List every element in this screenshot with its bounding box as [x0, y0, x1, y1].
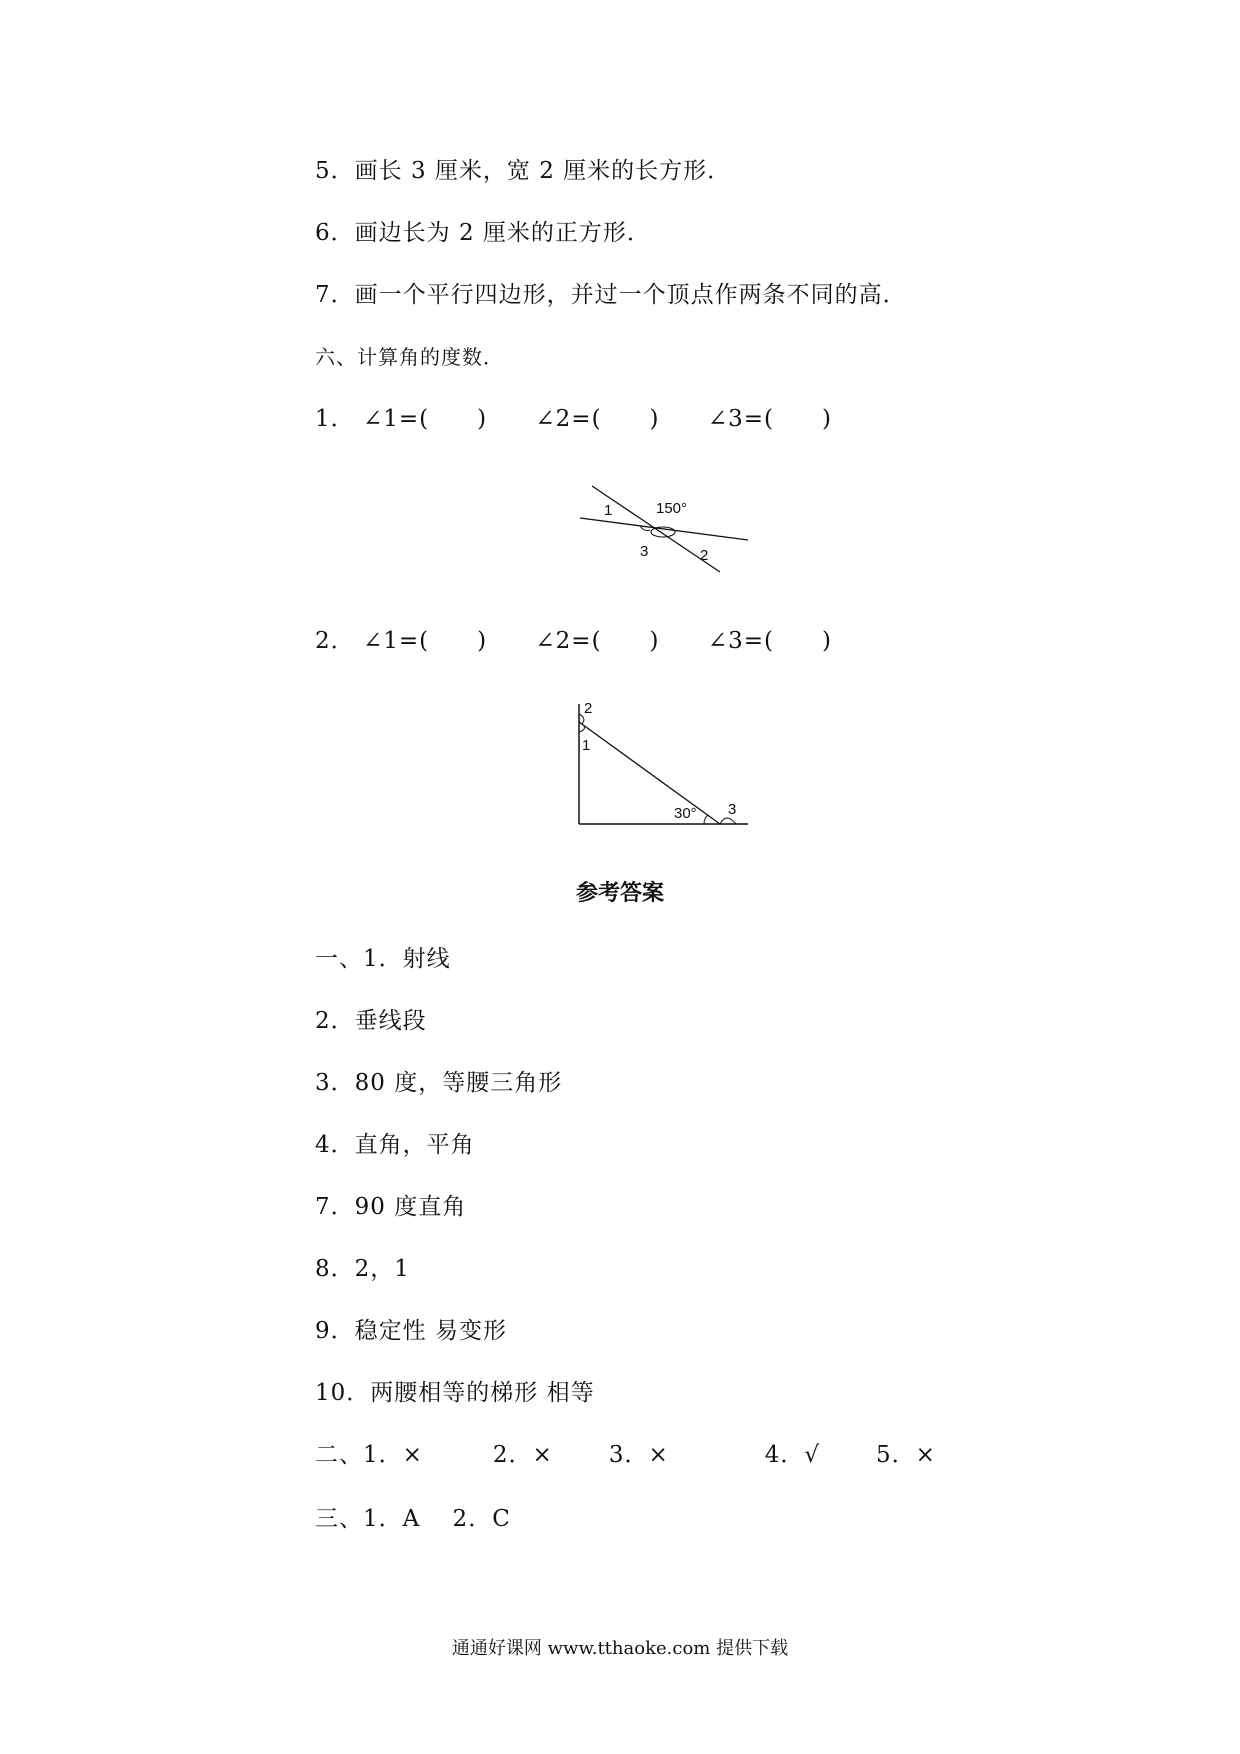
label-30: 30°	[674, 805, 697, 822]
footer-text: 通通好课网 www.tthaoke.com 提供下载	[451, 1638, 789, 1659]
section-6-title: 六、计算角的度数．	[315, 345, 504, 369]
problem-1-prefix: 1．	[315, 406, 355, 432]
answer-2-1: 1．×	[363, 1442, 423, 1468]
question-7: 7．画一个平行四边形，并过一个顶点作两条不同的高．	[315, 282, 907, 308]
answers-title: 参考答案	[575, 881, 664, 906]
problem-2-angle-2: ∠2=( )	[535, 628, 660, 654]
answer-section-2-prefix: 二、	[315, 1442, 363, 1468]
problem-2-angle-3: ∠3=( )	[707, 628, 832, 654]
answer-2-3: 3．×	[608, 1442, 669, 1468]
problem-2-prefix: 2．	[315, 628, 355, 654]
answer-1-8: 8．2，1	[315, 1256, 410, 1282]
problem-2-angle-1: ∠1=( )	[362, 628, 488, 654]
answer-1-10: 10．两腰相等的梯形 相等	[315, 1380, 595, 1406]
answer-1-2: 2．垂线段	[315, 1008, 427, 1034]
answer-2-2: 2．×	[492, 1442, 553, 1468]
label-1: 1	[582, 737, 591, 754]
angle-mark-3	[720, 818, 736, 824]
problem-1-angle-2: ∠2=( )	[535, 406, 660, 432]
angle-mark-1	[579, 726, 584, 732]
answer-2-5: 5．×	[876, 1442, 936, 1468]
label-3: 3	[640, 543, 649, 560]
answer-1-4: 4．直角，平角	[315, 1132, 475, 1158]
figure-intersecting-lines	[570, 480, 760, 580]
answer-section-2	[315, 1436, 936, 1469]
hypotenuse	[579, 722, 720, 824]
problem-1-angle-1: ∠1=( )	[362, 406, 488, 432]
problem-1-angles	[315, 400, 832, 433]
answer-2-4: 4．√	[764, 1442, 821, 1468]
question-5: 5．画长 3 厘米，宽 2 厘米的长方形．	[315, 158, 732, 184]
problem-2-angles	[315, 622, 832, 655]
figure-right-triangle	[570, 700, 760, 830]
answer-1-9: 9．稳定性 易变形	[315, 1318, 507, 1344]
label-1: 1	[604, 502, 613, 519]
problem-1-angle-3: ∠3=( )	[707, 406, 832, 432]
label-150: 150°	[656, 500, 688, 517]
label-2: 2	[700, 547, 709, 564]
answer-section-3: 三、1．A 2．C	[315, 1506, 511, 1532]
label-2: 2	[584, 700, 593, 717]
question-6: 6．画边长为 2 厘米的正方形．	[315, 220, 651, 246]
answer-1-1: 一、1．射线	[315, 946, 451, 972]
label-3: 3	[728, 801, 737, 818]
angle-mark-30	[704, 815, 708, 824]
answer-1-3: 3．80 度，等腰三角形	[315, 1070, 563, 1096]
answer-1-7: 7．90 度直角	[315, 1194, 467, 1220]
